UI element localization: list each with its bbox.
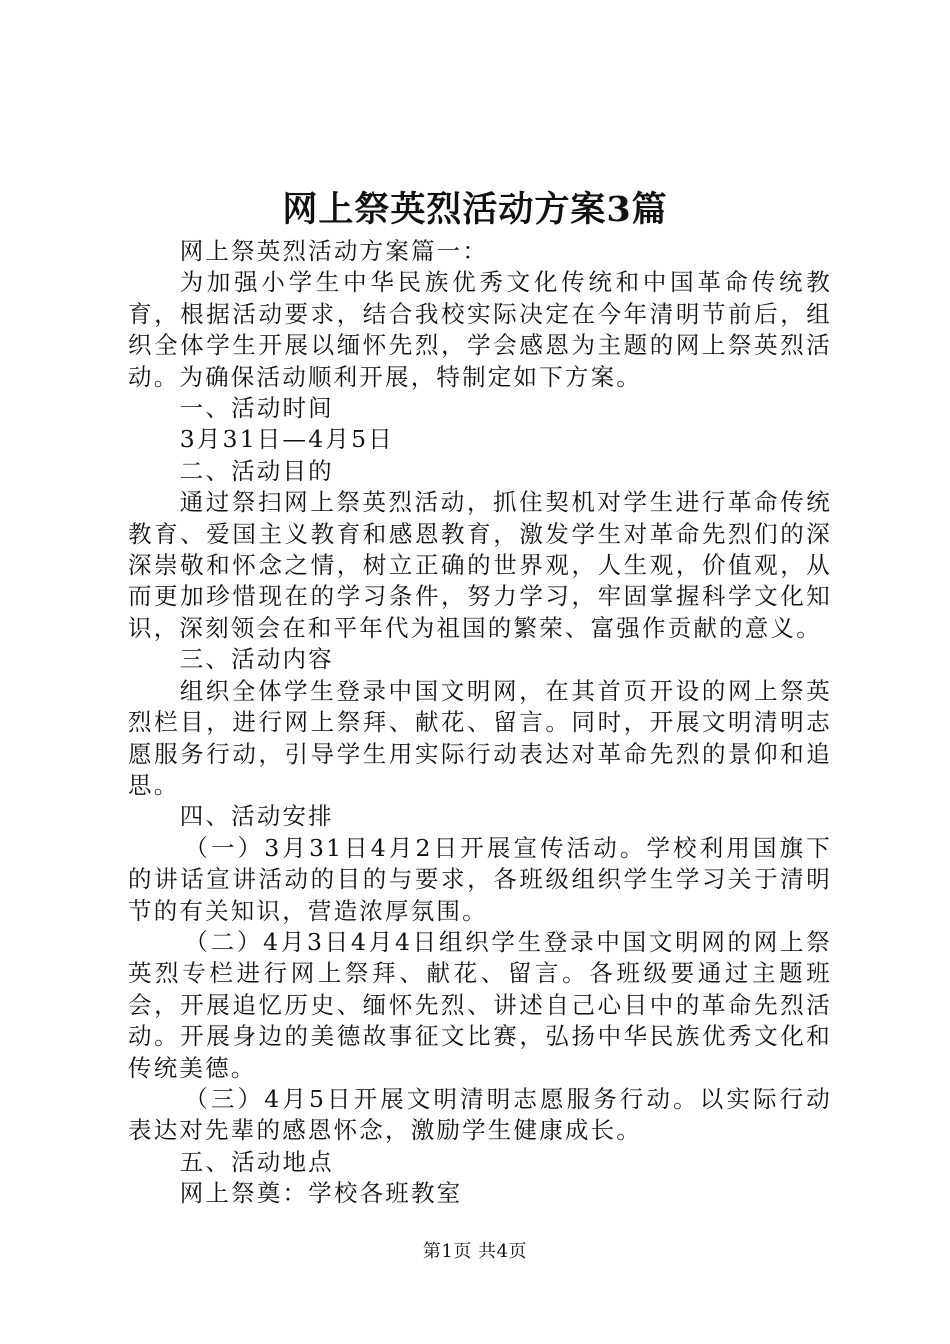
document-body	[128, 236, 832, 1210]
heading-activity-time: 一、活动时间	[179, 394, 334, 423]
arrangement-item-2: （二）4月3日4月4日组织学生登录中国文明网的网上祭英烈专栏进行网上祭拜、献花、留言。各班级要通过主题班会，开展追忆历史、缅怀先烈、讲述自己心目中的革命先烈活动。开展身边的美德故事征文比赛，弘扬中华民族优秀文化和传统美德。	[128, 927, 832, 1082]
activity-content-paragraph: 组织全体学生登录中国文明网，在其首页开设的网上祭英烈栏目，进行网上祭拜、献花、留言。同时，开展文明清明志愿服务行动，引导学生用实际行动表达对革命先烈的景仰和追思。	[128, 676, 832, 799]
activity-purpose-paragraph: 通过祭扫网上祭英烈活动，抓住契机对学生进行革命传统教育、爱国主义教育和感恩教育，激发学生对革命先烈们的深深崇敬和怀念之情，树立正确的世界观，人生观，价值观，从而更加珍惜现在的学习条件，努力学习，牢固掌握科学文化知识，深刻领会在和平年代为祖国的繁荣、富强作贡献的意义。	[128, 488, 832, 642]
heading-activity-location: 五、活动地点	[179, 1147, 334, 1176]
arrangement-item-3: （三）4月5日开展文明清明志愿服务行动。以实际行动表达对先辈的感恩怀念，激励学生健康成长。	[128, 1084, 832, 1145]
arrangement-item-1: （一）3月31日4月2日开展宣传活动。学校利用国旗下的讲话宣讲活动的目的与要求，各班级组织学生学习关于清明节的有关知识，营造浓厚氛围。	[128, 833, 832, 925]
activity-location-value: 网上祭奠：学校各班教室	[179, 1179, 463, 1208]
heading-activity-content: 三、活动内容	[179, 645, 334, 674]
heading-activity-purpose: 二、活动目的	[179, 456, 334, 485]
activity-time-value: 3月31日—4月5日	[179, 425, 394, 454]
document-title: 网上祭英烈活动方案3篇	[282, 189, 668, 230]
page-footer: 第1页 共4页	[422, 1241, 528, 1262]
intro-paragraph: 为加强小学生中华民族优秀文化传统和中国革命传统教育，根据活动要求，结合我校实际决定在今年清明节前后，组织全体学生开展以缅怀先烈，学会感恩为主题的网上祭英烈活动。为确保活动顺利开展，特制定如下方案。	[128, 268, 832, 391]
heading-activity-arrangement: 四、活动安排	[179, 802, 334, 831]
section-subtitle: 网上祭英烈活动方案篇一：	[179, 237, 489, 265]
